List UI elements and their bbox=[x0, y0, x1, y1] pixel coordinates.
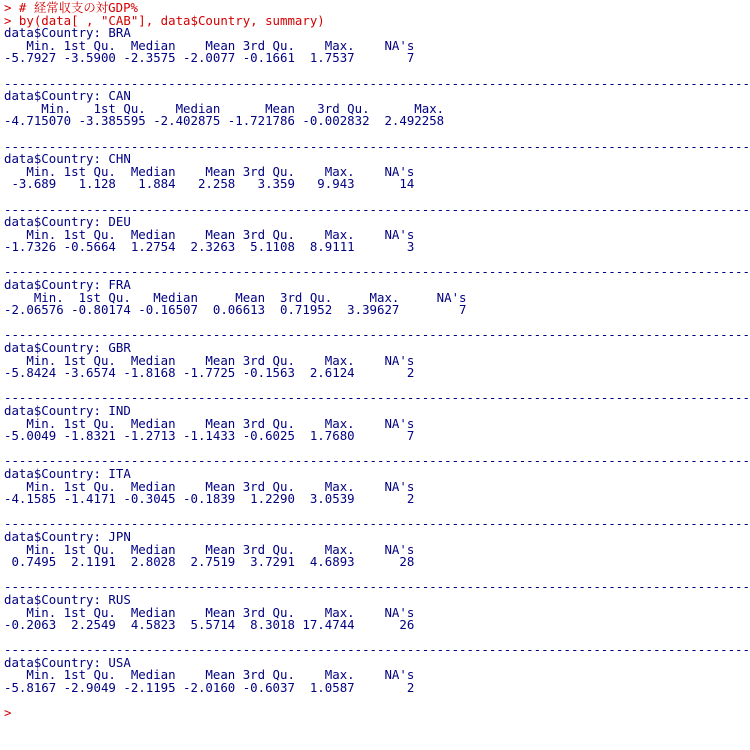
summary-values: -3.689 1.128 1.884 2.258 3.359 9.943 14 bbox=[4, 176, 422, 192]
separator-line: ---------------------------------------------------------------------------------------------------- bbox=[4, 390, 750, 406]
summary-group-jpn bbox=[4, 528, 750, 595]
summary-values: -5.8167 -2.9049 -2.1195 -2.0160 -0.6037 1.0587 2 bbox=[4, 680, 422, 696]
console-prompt[interactable]: > bbox=[4, 705, 12, 721]
separator-line: ---------------------------------------------------------------------------------------------------- bbox=[4, 642, 750, 658]
group-header: data$Country: RUS bbox=[4, 591, 131, 607]
summary-column-headers: Min. 1st Qu. Median Mean 3rd Qu. Max. NA's bbox=[4, 163, 422, 179]
group-header: data$Country: USA bbox=[4, 654, 131, 670]
summary-column-headers: Min. 1st Qu. Median Mean 3rd Qu. Max. NA's bbox=[4, 289, 474, 305]
summary-group-can bbox=[4, 88, 750, 154]
group-header: data$Country: ITA bbox=[4, 465, 131, 481]
group-header: data$Country: CAN bbox=[4, 88, 131, 104]
summary-values: -5.8424 -3.6574 -1.8168 -1.7725 -0.1563 2.6124 2 bbox=[4, 365, 422, 381]
summary-values: -5.7927 -3.5900 -2.3575 -2.0077 -0.1661 1.7537 7 bbox=[4, 50, 422, 66]
separator-line: ---------------------------------------------------------------------------------------------------- bbox=[4, 516, 750, 532]
summary-column-headers: Min. 1st Qu. Median Mean 3rd Qu. Max. NA's bbox=[4, 478, 422, 494]
summary-values: -5.0049 -1.8321 -1.2713 -1.1433 -0.6025 1.7680 7 bbox=[4, 428, 422, 444]
separator-line: ---------------------------------------------------------------------------------------------------- bbox=[4, 327, 750, 343]
summary-column-headers: Min. 1st Qu. Median Mean 3rd Qu. Max. NA's bbox=[4, 415, 422, 431]
summary-group-chn bbox=[4, 151, 750, 217]
summary-group-fra bbox=[4, 277, 750, 343]
separator-line: ---------------------------------------------------------------------------------------------------- bbox=[4, 201, 750, 217]
separator-line: ---------------------------------------------------------------------------------------------------- bbox=[4, 138, 750, 154]
summary-column-headers: Min. 1st Qu. Median Mean 3rd Qu. Max. NA's bbox=[4, 352, 422, 368]
summary-column-headers: Min. 1st Qu. Median Mean 3rd Qu. Max. NA's bbox=[4, 604, 422, 620]
separator-line: ---------------------------------------------------------------------------------------------------- bbox=[4, 264, 750, 280]
summary-group-ita bbox=[4, 465, 750, 532]
group-header: data$Country: CHN bbox=[4, 151, 131, 167]
summary-values: -2.06576 -0.80174 -0.16507 0.06613 0.71952 3.39627 7 bbox=[4, 302, 474, 318]
summary-group-gbr bbox=[4, 340, 750, 406]
summary-values: -4.1585 -1.4171 -0.3045 -0.1839 1.2290 3.0539 2 bbox=[4, 491, 422, 507]
blank-line bbox=[4, 695, 581, 708]
summary-values: -1.7326 -0.5664 1.2754 2.3263 5.1108 8.9111 3 bbox=[4, 239, 422, 255]
summary-values: 0.7495 2.1191 2.8028 2.7519 3.7291 4.6893 28 bbox=[4, 554, 422, 570]
summary-column-headers: Min. 1st Qu. Median Mean 3rd Qu. Max. NA's bbox=[4, 667, 422, 683]
summary-group-rus bbox=[4, 591, 750, 658]
summary-column-headers: Min. 1st Qu. Median Mean 3rd Qu. Max. NA's bbox=[4, 541, 422, 557]
group-header: data$Country: GBR bbox=[4, 340, 131, 356]
command-line: > by(data[ , "CAB"], data$Country, summary) bbox=[4, 12, 325, 28]
summary-group-usa bbox=[4, 654, 581, 707]
group-header: data$Country: BRA bbox=[4, 25, 131, 41]
summary-group-bra bbox=[4, 25, 750, 91]
group-header: data$Country: JPN bbox=[4, 528, 131, 544]
summary-column-headers: Min. 1st Qu. Median Mean 3rd Qu. Max. NA's bbox=[4, 37, 422, 53]
summary-group-deu bbox=[4, 214, 750, 280]
separator-line: ---------------------------------------------------------------------------------------------------- bbox=[4, 75, 750, 91]
separator-line: ---------------------------------------------------------------------------------------------------- bbox=[4, 579, 750, 595]
summary-values: -4.715070 -3.385595 -2.402875 -1.721786 -0.002832 2.492258 bbox=[4, 113, 452, 129]
summary-column-headers: Min. 1st Qu. Median Mean 3rd Qu. Max. bbox=[4, 100, 452, 116]
summary-column-headers: Min. 1st Qu. Median Mean 3rd Qu. Max. NA's bbox=[4, 226, 422, 242]
command-line: > # 経常収支の対GDP% bbox=[4, 0, 139, 15]
summary-group-ind bbox=[4, 403, 750, 469]
group-header: data$Country: FRA bbox=[4, 277, 131, 293]
summary-values: -0.2063 2.2549 4.5823 5.5714 8.3018 17.4744 26 bbox=[4, 617, 422, 633]
group-header: data$Country: DEU bbox=[4, 214, 131, 230]
separator-line: ---------------------------------------------------------------------------------------------------- bbox=[4, 453, 750, 469]
group-header: data$Country: IND bbox=[4, 403, 131, 418]
